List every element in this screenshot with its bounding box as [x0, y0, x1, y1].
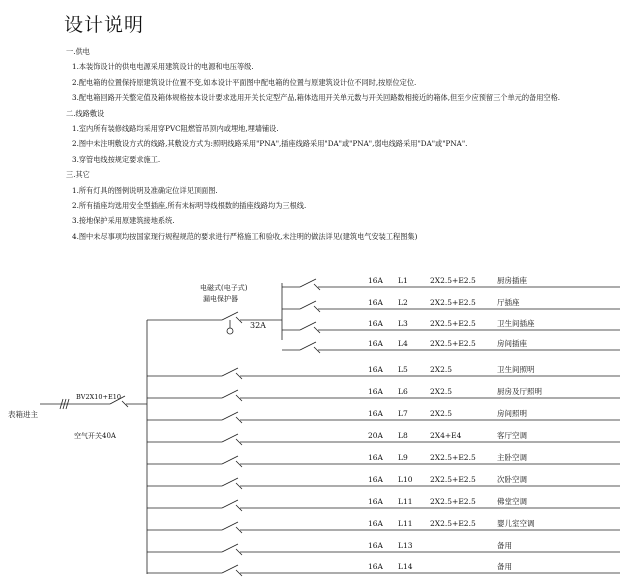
circuit-cable: 2X2.5+E2.5 — [430, 475, 476, 484]
rcd-rating: 32A — [250, 321, 266, 330]
circuit-cable: 2X2.5 — [430, 409, 453, 418]
circuit-cable: 2X2.5+E2.5 — [430, 497, 476, 506]
circuit-id: L13 — [398, 541, 413, 550]
note-item: 1.本装饰设计的供电电源采用建筑设计的电源和电压等级. — [72, 62, 254, 72]
circuit-name: 备用 — [497, 562, 512, 571]
section-heading: 三.其它 — [66, 170, 90, 180]
circuit-name: 佛堂空调 — [497, 497, 527, 506]
circuit-cable: 2X2.5+E2.5 — [430, 339, 476, 348]
note-item: 3.配电箱回路开关整定值及箱体规格按本设计要求选用开关长定型产品,箱体选用开关单元数与开关回路数相接近的箱体,但至少应预留三个单元的备用空格. — [72, 93, 561, 103]
circuit-cable: 2X2.5 — [430, 387, 453, 396]
circuit-name: 卫生间插座 — [497, 319, 535, 328]
note-item: 2.图中未注明敷设方式的线路,其敷设方式为:照明线路采用"PNA",插座线路采用"DA"或"PNA",弱电线路采用"DA"或"PNA". — [72, 139, 468, 149]
circuit-name: 房间插座 — [497, 339, 527, 348]
circuit-rating: 16A — [368, 475, 383, 484]
note-item: 4.图中未尽事项均按国家现行规程规范的要求进行严格施工和验收,未注明的做法详见(建筑电气安装工程图集) — [72, 231, 418, 241]
circuit-rating: 16A — [368, 453, 383, 462]
circuit-cable: 2X2.5 — [430, 365, 453, 374]
circuit-cable: 2X2.5+E2.5 — [430, 319, 476, 328]
circuit-rating: 16A — [368, 541, 383, 550]
note-item: 3.接地保护采用原建筑接地系统. — [72, 216, 175, 226]
section-heading: 一.供电 — [66, 47, 90, 56]
circuit-name: 备用 — [497, 541, 512, 550]
circuit-id: L9 — [398, 453, 408, 462]
circuit-name: 房间照明 — [497, 409, 527, 418]
circuit-rows — [368, 275, 542, 571]
circuit-id: L1 — [398, 276, 408, 285]
circuit-rating: 16A — [368, 319, 383, 328]
circuit-id: L7 — [398, 409, 408, 418]
circuit-id: L11 — [398, 497, 413, 506]
circuit-cable: 2X2.5+E2.5 — [430, 519, 476, 528]
circuit-id: L4 — [398, 339, 408, 348]
page-title: 设计说明 — [64, 14, 145, 36]
rcd-label-2: 漏电保护器 — [203, 295, 238, 303]
circuit-id: L2 — [398, 298, 408, 307]
circuit-rating: 20A — [368, 431, 383, 440]
circuit-cable: 2X4+E4 — [430, 431, 462, 440]
rcd-label: 电磁式(电子式) — [200, 284, 248, 292]
branch-lines — [147, 279, 620, 576]
note-item: 2.配电箱的位置保持原建筑设计位置不变,如本设计平面图中配电箱的位置与原建筑设计位不同时,按原位定位. — [72, 77, 417, 87]
incoming-cable-label: BV2X10+E10 — [76, 393, 121, 401]
circuit-rating: 16A — [368, 562, 383, 571]
circuit-name: 婴儿室空调 — [497, 519, 535, 528]
circuit-rating: 16A — [368, 339, 383, 348]
circuit-name: 次卧空调 — [497, 475, 527, 484]
circuit-rating: 16A — [368, 298, 383, 307]
circuit-id: L11 — [398, 519, 413, 528]
circuit-name: 厅插座 — [497, 298, 520, 307]
circuit-rating: 16A — [368, 387, 383, 396]
note-item: 1.室内所有装修线路均采用穿PVC阻燃管吊顶内或埋地,埋墙铺设. — [72, 124, 279, 134]
incoming-label: 表箱进主 — [8, 410, 38, 419]
note-item: 1.所有灯具的图例说明及准确定位详见顶面图. — [72, 185, 218, 195]
circuit-id: L8 — [398, 431, 408, 440]
circuit-name: 厨房插座 — [497, 276, 527, 285]
circuit-name: 主卧空调 — [497, 453, 527, 462]
circuit-id: L5 — [398, 365, 408, 374]
circuit-rating: 16A — [368, 365, 383, 374]
circuit-id: L10 — [398, 475, 413, 484]
circuit-id: L6 — [398, 387, 408, 396]
note-item: 2.所有插座均选用安全型插座,所有未标明导线根数的插座线路均为三根线. — [72, 201, 307, 211]
circuit-rating: 16A — [368, 409, 383, 418]
circuit-rating: 16A — [368, 519, 383, 528]
main-breaker-label: 空气开关40A — [74, 432, 116, 440]
circuit-name: 客厅空调 — [497, 431, 527, 440]
circuit-cable: 2X2.5+E2.5 — [430, 453, 476, 462]
circuit-cable: 2X2.5+E2.5 — [430, 298, 476, 307]
circuit-name: 厨房及厅照明 — [497, 387, 542, 396]
section-heading: 二.线路敷设 — [66, 108, 105, 118]
circuit-rating: 16A — [368, 276, 383, 285]
note-item: 3.穿管电线按规定要求施工. — [72, 154, 161, 164]
circuit-id: L3 — [398, 319, 408, 328]
circuit-rating: 16A — [368, 497, 383, 506]
circuit-name: 卫生间照明 — [497, 365, 535, 374]
circuit-cable: 2X2.5+E2.5 — [430, 276, 476, 285]
circuit-id: L14 — [398, 562, 413, 571]
